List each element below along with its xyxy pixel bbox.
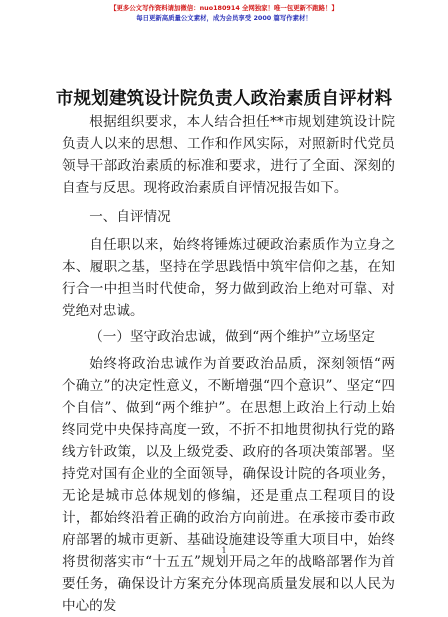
document-title: 市规划建筑设计院负责人政治素质自评材料 <box>55 89 393 109</box>
intro-paragraph: 根据组织要求，本人结合担任**市规划建筑设计院负责人以来的思想、工作和作风实际，对照新时代党员领导干部政治素质的标准和要求，进行了全面、深刻的自查与反思。现将政治素质自评情况报告如下。 <box>62 114 395 196</box>
section-1-paragraph: 自任职以来，始终将锤炼过硬政治素质作为立身之本、履职之基，坚持在学思践悟中筑牢信仰之基，在知行合一中担当时代使命，努力做到政治上绝对可靠、对党绝对忠诚。 <box>62 237 395 319</box>
subsection-1-paragraph: 始终将政治忠诚作为首要政治品质，深刻领悟“两个确立”的决定性意义，不断增强“四个意识”、坚定“四个自信”、做到“两个维护”。在思想上政治上行动上始终同党中央保持高度一致，不折不扣地贯彻执行党的路线方针政策，以及上级党委、政府的各项决策部署。坚持党对国有企业的全面领导，确保设计院的各项业务，无论是城市总体规划的修编，还是重点工程项目的设计，都始终沿着正确的政治方向前进。在承接市委市政府部署的城市更新、基础设施建设等重大项目中，始终将贯彻落实市“十五五”规划开局之年的战略部署作为首要任务，确保设计方案充分体现高质量发展和以人民为中心的发 <box>62 356 395 614</box>
subsection-heading-1: （一）坚守政治忠诚，做到“两个维护”立场坚定 <box>89 329 375 345</box>
promo-banner-line-2: 每日更新高质量公文素材，成为会员享受 2000 篇写作素材！ <box>136 14 312 22</box>
section-heading-1: 一、自评情况 <box>89 209 171 225</box>
promo-banner-line-1: 【更多公文写作资料请加微信：nuo180914 全网独家！唯一包更新不跑路！】 <box>110 4 338 12</box>
document-body <box>62 111 395 617</box>
promo-banner <box>70 4 378 23</box>
page-number: 1 <box>221 546 227 555</box>
